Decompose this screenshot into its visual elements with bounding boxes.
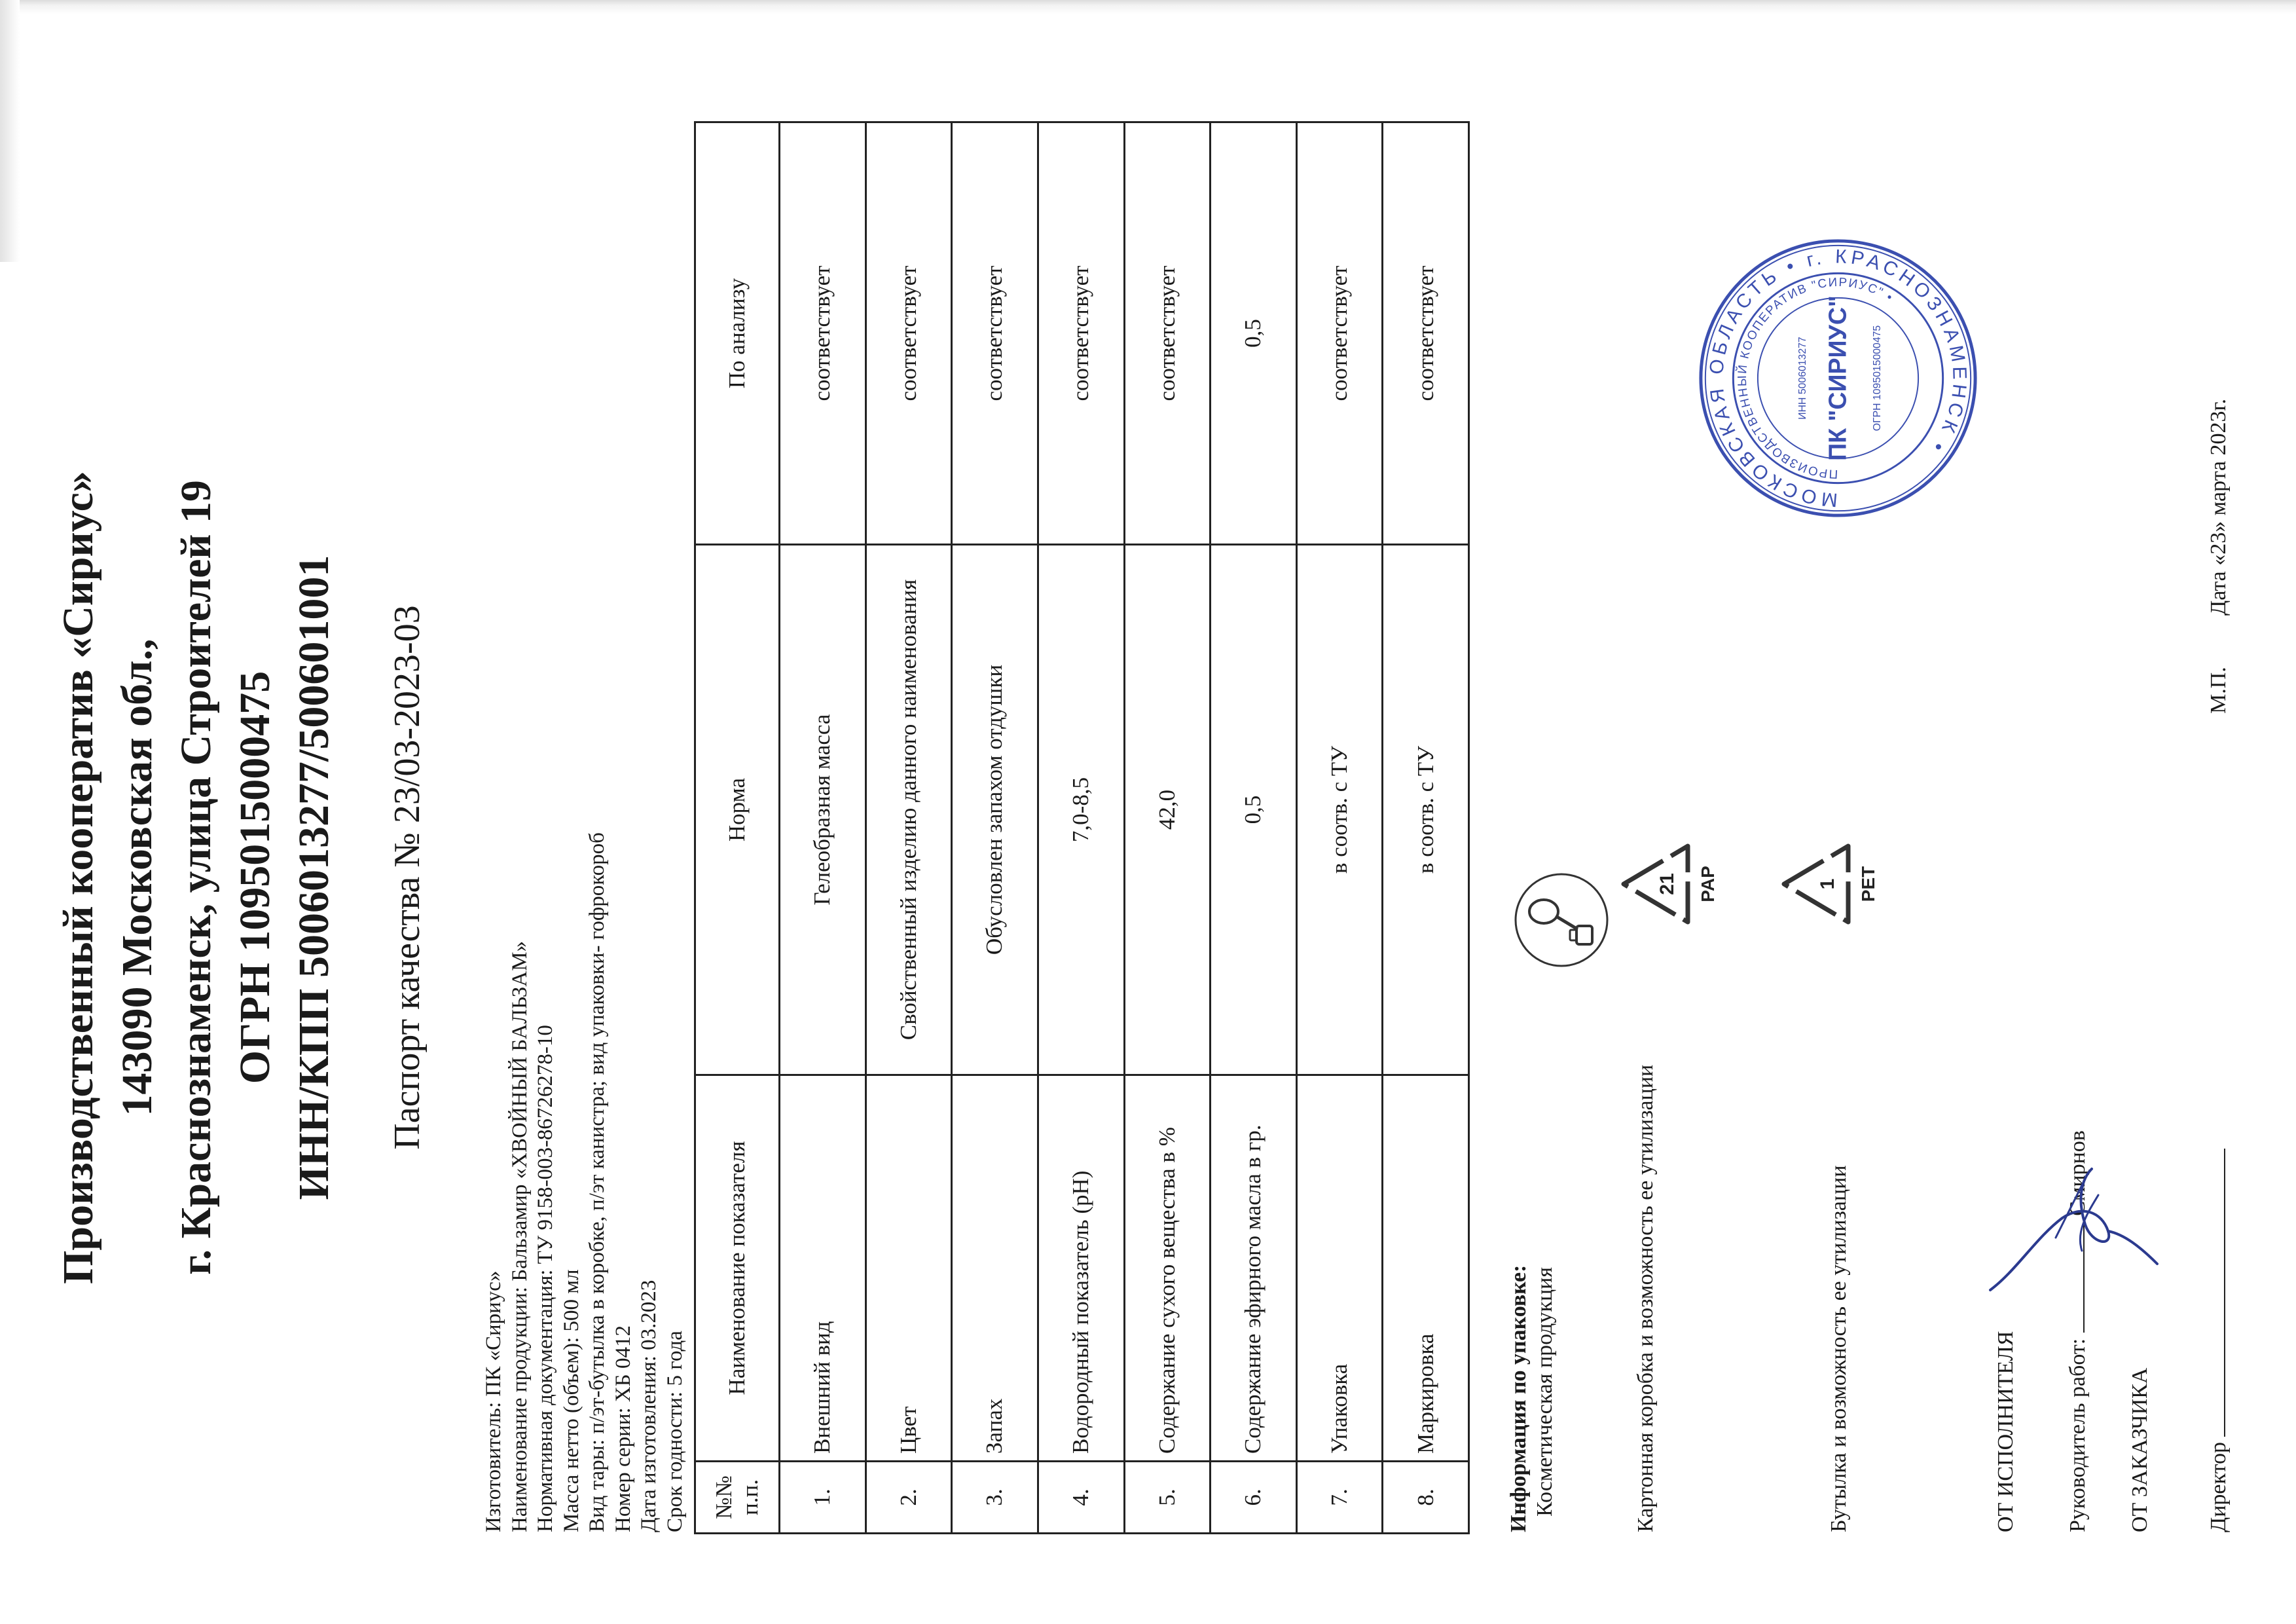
analysis-result: соответствует	[1124, 122, 1211, 545]
recycle-pap-icon	[1617, 838, 1722, 930]
indicator-name: Цвет	[866, 1075, 952, 1462]
norm-value: 7,0-8,5	[1038, 545, 1124, 1075]
analysis-result: соответствует	[952, 122, 1038, 545]
norm-value: Гелеобразная масса	[780, 545, 866, 1075]
info-container-type: Вид тары: п/эт-бутылка в коробке, п/эт канистра; вид упаковки- гофрокороб	[585, 832, 609, 1532]
indicator-name: Внешний вид	[780, 1075, 866, 1462]
executor-heading: ОТ ИСПОЛНИТЕЛЯ	[1994, 1331, 2018, 1532]
director-label: Директор	[2206, 1442, 2231, 1532]
row-number: 7.	[1296, 1462, 1383, 1534]
column-header-indicator: Наименование показателя	[695, 1075, 780, 1462]
passport-title: Паспорт качества № 23/03-2023-03	[387, 605, 428, 1150]
info-manufacturer: Изготовитель: ПК «Сириус»	[482, 1270, 505, 1532]
table-row	[952, 122, 1038, 1534]
head-of-works-name: Смирнов	[2066, 1130, 2090, 1216]
indicator-name: Водородный показатель (рН)	[1038, 1075, 1124, 1462]
analysis-result: соответствует	[1383, 122, 1469, 545]
customer-heading: ОТ ЗАКАЗЧИКА	[2128, 1367, 2152, 1532]
packaging-info	[1506, 747, 1558, 1532]
info-series-number: Номер серии: ХБ 0412	[611, 1325, 635, 1532]
row-number: 8.	[1383, 1462, 1469, 1534]
director-signature-line	[2224, 1149, 2225, 1437]
seal-place-label: М.П.	[2206, 667, 2231, 714]
analysis-result: соответствует	[866, 122, 952, 545]
quality-table	[694, 121, 1470, 1534]
box-utilization-text: Картонная коробка и возможность ее утилизации	[1633, 1064, 1658, 1532]
product-info	[481, 65, 688, 1532]
table-row	[866, 122, 952, 1534]
table-row	[1124, 122, 1211, 1534]
norm-value: в соотв. с ТУ	[1383, 545, 1469, 1075]
table-row	[1296, 122, 1383, 1534]
analysis-result: 0,5	[1211, 122, 1297, 545]
norm-value: 0,5	[1211, 545, 1297, 1075]
row-number: 4.	[1038, 1462, 1124, 1534]
norm-value: в соотв. с ТУ	[1296, 545, 1383, 1075]
recycle-pet-icon	[1777, 838, 1882, 930]
company-street-address: г. Краснознаменск, улица Строителей 19	[172, 480, 220, 1275]
row-number: 6.	[1211, 1462, 1297, 1534]
table-row	[1383, 122, 1469, 1534]
row-number: 1.	[780, 1462, 866, 1534]
table-row	[1038, 122, 1124, 1534]
stamp-inner-ring-text: ПРОИЗВОДСТВЕННЫЙ КООПЕРАТИВ "СИРИУС" •	[1734, 274, 1897, 482]
company-name: Производственный кооператив «Сириус»	[54, 471, 102, 1284]
company-stamp	[1696, 236, 1980, 521]
stamp-outer-ring-text: МОСКОВСКАЯ ОБЛАСТЬ • г. КРАСНОЗНАМЕНСК •	[1705, 246, 1971, 511]
packaging-heading: Информация по упаковке:	[1506, 1264, 1531, 1532]
table-row	[780, 122, 866, 1534]
info-product-name: Наименование продукции: Бальзамир «ХВОЙНЫЙ БАЛЬЗАМ»	[507, 941, 532, 1532]
analysis-result: соответствует	[780, 122, 866, 545]
document-date: Дата «23» марта 2023г.	[2206, 398, 2231, 616]
info-net-volume: Масса нетто (объем): 500 мл	[559, 1269, 583, 1532]
info-shelf-life: Срок годности: 5 года	[663, 1331, 687, 1532]
table-row	[1211, 122, 1297, 1534]
stamp-inn: ИНН 5006013277	[1797, 337, 1809, 420]
stamp-center-text: ПК "СИРИУС"	[1823, 295, 1851, 461]
recycle-label-pet: PET	[1858, 866, 1878, 902]
stamp-ogrn: ОГРН 1095015000475	[1871, 325, 1883, 432]
scan-shadow-edge	[0, 0, 2296, 26]
table-header-row	[695, 122, 780, 1534]
row-number: 3.	[952, 1462, 1038, 1534]
column-header-analysis: По анализу	[695, 122, 780, 545]
column-header-number: №№ п.п.	[695, 1462, 780, 1534]
company-ogrn: ОГРН 1095015000475	[231, 671, 279, 1084]
director-line	[2206, 1149, 2231, 1532]
bottle-utilization-text: Бутылка и возможность ее утилизации	[1827, 1165, 1851, 1532]
company-postal-address: 143090 Московская обл.,	[113, 638, 161, 1116]
norm-value: Свойственный изделию данного наименования	[866, 545, 952, 1075]
info-manufacture-date: Дата изготовления: 03.2023	[637, 1280, 661, 1532]
norm-value: Обусловлен запахом отдушки	[952, 545, 1038, 1075]
indicator-name: Запах	[952, 1075, 1038, 1462]
recycle-code-21: 21	[1656, 873, 1678, 895]
indicator-name: Маркировка	[1383, 1075, 1469, 1462]
indicator-name: Содержание сухого вещества в %	[1124, 1075, 1211, 1462]
indicator-name: Содержание эфирного масла в гр.	[1211, 1075, 1297, 1462]
row-number: 5.	[1124, 1462, 1211, 1534]
head-of-works-label: Руководитель работ:	[2066, 1338, 2090, 1532]
norm-value: 42,0	[1124, 545, 1211, 1075]
analysis-result: соответствует	[1038, 122, 1124, 545]
company-header	[49, 229, 344, 1526]
recycle-label-pap: PAP	[1698, 866, 1718, 902]
info-normative-doc: Нормативная документация: ТУ 9158-003-86726278-10	[534, 1025, 557, 1532]
packaging-note: Косметическая продукция	[1533, 1266, 1557, 1517]
recycle-code-1: 1	[1817, 878, 1838, 890]
column-header-norm: Норма	[695, 545, 780, 1075]
indicator-name: Упаковка	[1296, 1075, 1383, 1462]
scan-shadow-top	[0, 0, 20, 262]
company-inn-kpp: ИНН/КПП 5006013277/500601001	[290, 555, 338, 1200]
row-number: 2.	[866, 1462, 952, 1534]
handwritten-signature	[1977, 1153, 2167, 1310]
analysis-result: соответствует	[1296, 122, 1383, 545]
cosmetic-product-icon	[1512, 871, 1611, 969]
